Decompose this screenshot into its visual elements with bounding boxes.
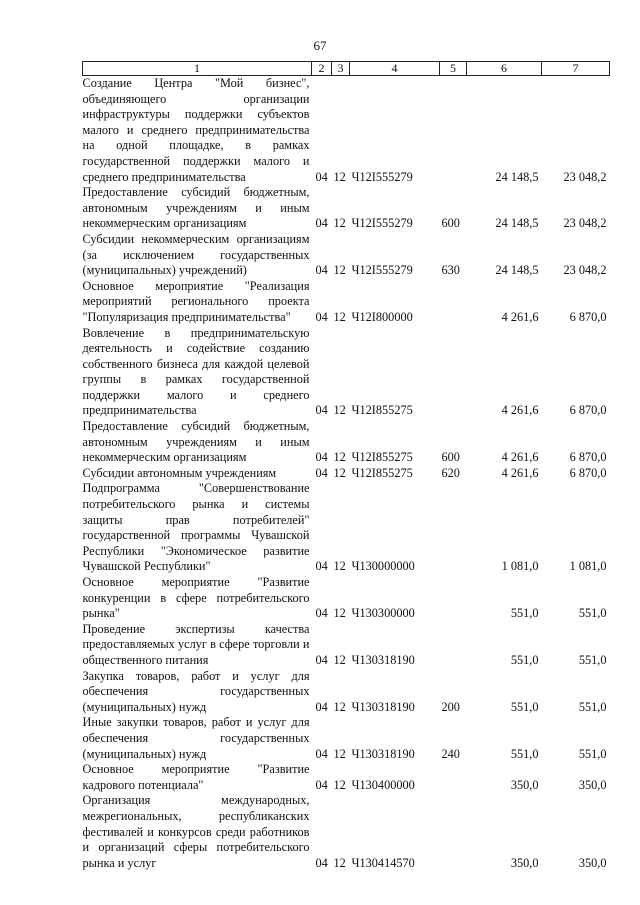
row-section: 04 bbox=[315, 465, 328, 480]
row-expense-type: 600 bbox=[441, 216, 460, 231]
row-section: 04 bbox=[315, 169, 328, 184]
row-name: Предоставление субсидий бюджетным, автономным учреждениям и иным некоммерческим организациям bbox=[82, 185, 310, 231]
column-header-amount-2: 7 bbox=[542, 62, 610, 76]
row-name: Вовлечение в предпринимательскую деятельность и содействие созданию собственного бизнеса для каждой целевой группы в рамках государственной поддержки малого и среднего предпринимательства bbox=[82, 325, 310, 418]
row-target-article: Ч130000000 bbox=[351, 559, 415, 574]
row-target-article: Ч130414570 bbox=[351, 855, 415, 870]
row-subsection: 12 bbox=[333, 652, 346, 667]
row-subsection: 12 bbox=[333, 169, 346, 184]
table-row bbox=[83, 232, 610, 279]
row-amount-2: 1 081,0 bbox=[569, 559, 607, 574]
table-row bbox=[83, 326, 610, 420]
row-target-article: Ч12I555279 bbox=[351, 169, 413, 184]
row-section: 04 bbox=[315, 652, 328, 667]
row-subsection: 12 bbox=[333, 777, 346, 792]
row-amount-2: 6 870,0 bbox=[569, 450, 607, 465]
row-amount-2: 350,0 bbox=[578, 855, 607, 870]
row-expense-type: 240 bbox=[441, 746, 460, 761]
column-header-target-article: 4 bbox=[350, 62, 440, 76]
row-section: 04 bbox=[315, 309, 328, 324]
table-row bbox=[83, 279, 610, 326]
column-header-amount-1: 6 bbox=[467, 62, 542, 76]
row-section: 04 bbox=[315, 403, 328, 418]
row-section: 04 bbox=[315, 263, 328, 278]
row-name: Создание Центра "Мой бизнес", объединяющего организации инфраструктуры поддержки субъектов малого и среднего предпринимательства на одной площадке, в рамках государственной поддержки малого и среднего предпринимательства bbox=[82, 76, 310, 184]
row-expense-type bbox=[440, 481, 467, 575]
row-amount-2: 23 048,2 bbox=[563, 169, 607, 184]
row-subsection: 12 bbox=[333, 855, 346, 870]
table-row bbox=[83, 793, 610, 871]
row-amount-2: 23 048,2 bbox=[563, 263, 607, 278]
row-subsection: 12 bbox=[333, 699, 346, 714]
row-name: Основное мероприятие "Реализация мероприятий регионального проекта "Популяризация предпринимательства" bbox=[82, 278, 310, 324]
row-expense-type: 630 bbox=[441, 263, 460, 278]
row-subsection: 12 bbox=[333, 465, 346, 480]
row-name: Подпрограмма "Совершенствование потребительского рынка и системы защиты прав потребителей" государственной программы Чувашской Республики "Экономическое развитие Чувашской Республики" bbox=[82, 481, 310, 574]
row-target-article: Ч12I855275 bbox=[351, 403, 413, 418]
row-amount-1: 551,0 bbox=[510, 746, 539, 761]
row-subsection: 12 bbox=[333, 216, 346, 231]
column-header-section: 2 bbox=[312, 62, 332, 76]
row-amount-2: 551,0 bbox=[578, 606, 607, 621]
row-section: 04 bbox=[315, 699, 328, 714]
row-amount-1: 24 148,5 bbox=[495, 263, 539, 278]
row-subsection: 12 bbox=[333, 263, 346, 278]
budget-table bbox=[82, 61, 610, 871]
row-amount-1: 1 081,0 bbox=[501, 559, 539, 574]
row-subsection: 12 bbox=[333, 746, 346, 761]
row-expense-type bbox=[440, 279, 467, 326]
table-header bbox=[83, 62, 610, 76]
table-row bbox=[83, 185, 610, 232]
row-section: 04 bbox=[315, 777, 328, 792]
row-target-article: Ч130400000 bbox=[351, 777, 415, 792]
row-expense-type bbox=[440, 622, 467, 669]
row-amount-1: 4 261,6 bbox=[501, 465, 539, 480]
row-subsection: 12 bbox=[333, 309, 346, 324]
row-subsection: 12 bbox=[333, 403, 346, 418]
row-target-article: Ч12I855275 bbox=[351, 465, 413, 480]
row-expense-type bbox=[440, 762, 467, 793]
row-section: 04 bbox=[315, 216, 328, 231]
row-target-article: Ч130318190 bbox=[351, 652, 415, 667]
table-row bbox=[83, 481, 610, 575]
row-amount-1: 551,0 bbox=[510, 699, 539, 714]
row-section: 04 bbox=[315, 450, 328, 465]
table-row bbox=[83, 715, 610, 762]
row-amount-2: 6 870,0 bbox=[569, 309, 607, 324]
table-row bbox=[83, 466, 610, 482]
row-amount-1: 4 261,6 bbox=[501, 309, 539, 324]
row-name: Субсидии некоммерческим организациям (за исключением государственных (муниципальных) учреждений) bbox=[82, 231, 310, 278]
row-expense-type bbox=[440, 76, 467, 186]
row-amount-2: 551,0 bbox=[578, 652, 607, 667]
row-name: Закупка товаров, работ и услуг для обеспечения государственных (муниципальных) нужд bbox=[82, 668, 310, 714]
row-subsection: 12 bbox=[333, 606, 346, 621]
row-amount-1: 551,0 bbox=[510, 606, 539, 621]
table-row bbox=[83, 419, 610, 466]
column-header-expense-type: 5 bbox=[440, 62, 467, 76]
row-amount-2: 551,0 bbox=[578, 699, 607, 714]
row-target-article: Ч12I855275 bbox=[351, 450, 413, 465]
row-expense-type: 600 bbox=[441, 450, 460, 465]
row-target-article: Ч130318190 bbox=[351, 699, 415, 714]
row-section: 04 bbox=[315, 606, 328, 621]
row-amount-1: 4 261,6 bbox=[501, 450, 539, 465]
table-row bbox=[83, 762, 610, 793]
row-section: 04 bbox=[315, 746, 328, 761]
row-amount-2: 6 870,0 bbox=[569, 403, 607, 418]
header-row bbox=[83, 62, 610, 76]
row-expense-type bbox=[440, 575, 467, 622]
table-row bbox=[83, 76, 610, 186]
table-row bbox=[83, 669, 610, 716]
row-amount-1: 350,0 bbox=[510, 777, 539, 792]
row-name: Проведение экспертизы качества предоставляемых услуг в сфере торговли и общественного питания bbox=[82, 621, 310, 667]
row-expense-type: 200 bbox=[441, 699, 460, 714]
row-amount-1: 551,0 bbox=[510, 652, 539, 667]
row-amount-2: 551,0 bbox=[578, 746, 607, 761]
table-row bbox=[83, 622, 610, 669]
row-name: Организация международных, межрегиональных, республиканских фестивалей и конкурсов среди работников и организаций сферы потребительского рынка и услуг bbox=[82, 793, 310, 870]
column-header-name: 1 bbox=[83, 62, 312, 76]
row-amount-2: 350,0 bbox=[578, 777, 607, 792]
row-name: Субсидии автономным учреждениям bbox=[82, 465, 277, 480]
row-amount-1: 4 261,6 bbox=[501, 403, 539, 418]
page-number: 67 bbox=[313, 38, 327, 53]
row-target-article: Ч130318190 bbox=[351, 746, 415, 761]
row-expense-type: 620 bbox=[441, 465, 460, 480]
row-amount-1: 350,0 bbox=[510, 855, 539, 870]
row-expense-type bbox=[440, 793, 467, 871]
row-name: Основное мероприятие "Развитие кадрового потенциала" bbox=[82, 762, 310, 792]
row-name: Предоставление субсидий бюджетным, автономным учреждениям и иным некоммерческим организациям bbox=[82, 419, 310, 465]
row-name: Иные закупки товаров, работ и услуг для обеспечения государственных (муниципальных) нужд bbox=[82, 715, 310, 761]
table-row bbox=[83, 575, 610, 622]
row-target-article: Ч130300000 bbox=[351, 606, 415, 621]
row-section: 04 bbox=[315, 559, 328, 574]
row-section: 04 bbox=[315, 855, 328, 870]
table-body bbox=[83, 76, 610, 872]
row-target-article: Ч12I555279 bbox=[351, 216, 413, 231]
row-amount-1: 24 148,5 bbox=[495, 169, 539, 184]
row-target-article: Ч12I800000 bbox=[351, 309, 413, 324]
row-subsection: 12 bbox=[333, 450, 346, 465]
row-name: Основное мероприятие "Развитие конкуренции в сфере потребительского рынка" bbox=[82, 575, 310, 621]
row-amount-2: 23 048,2 bbox=[563, 216, 607, 231]
row-amount-2: 6 870,0 bbox=[569, 465, 607, 480]
column-header-subsection: 3 bbox=[332, 62, 350, 76]
row-subsection: 12 bbox=[333, 559, 346, 574]
row-expense-type bbox=[440, 326, 467, 420]
row-amount-1: 24 148,5 bbox=[495, 216, 539, 231]
row-target-article: Ч12I555279 bbox=[351, 263, 413, 278]
